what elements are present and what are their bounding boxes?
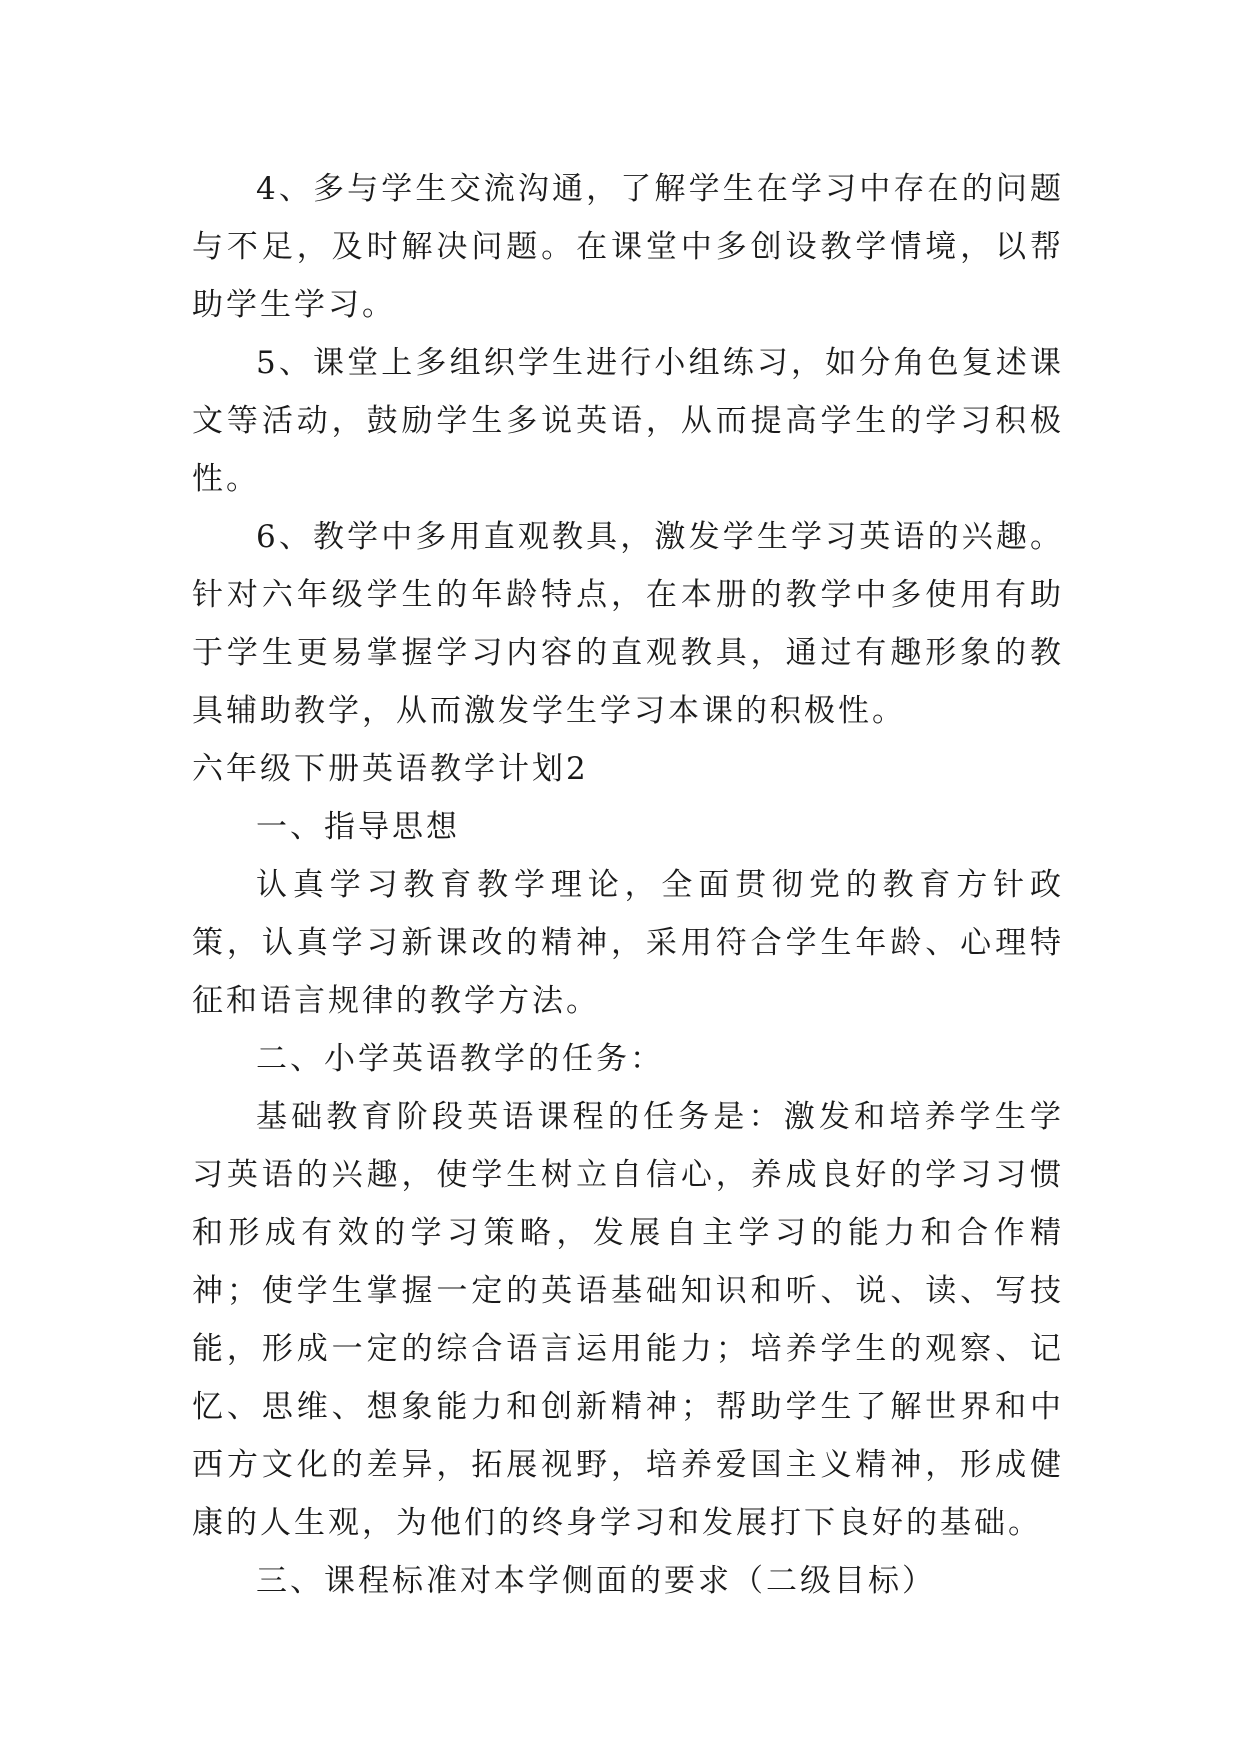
paragraph-teaching-tasks: 基础教育阶段英语课程的任务是：激发和培养学生学习英语的兴趣，使学生树立自信心，养成良好的学习习惯和形成有效的学习策略，发展自主学习的能力和合作精神；使学生掌握一定的英语基础知识和听、说、读、写技能，形成一定的综合语言运用能力；培养学生的观察、记忆、思维、想象能力和创新精神；帮助学生了解世界和中西方文化的差异，拓展视野，培养爱国主义精神，形成健康的人生观，为他们的终身学习和发展打下良好的基础。 <box>192 1099 1064 1541</box>
paragraph-item-4: 4、多与学生交流沟通，了解学生在学习中存在的问题与不足，及时解决问题。在课堂中多创设教学情境，以帮助学生学习。 <box>192 171 1064 323</box>
heading-curriculum-standards: 三、课程标准对本学侧面的要求（二级目标） <box>256 1563 936 1599</box>
paragraph-item-6: 6、教学中多用直观教具，激发学生学习英语的兴趣。针对六年级学生的年龄特点，在本册的教学中多使用有助于学生更易掌握学习内容的直观教具，通过有趣形象的教具辅助教学，从而激发学生学习本课的积极性。 <box>192 519 1064 729</box>
heading-teaching-tasks: 二、小学英语教学的任务： <box>256 1041 664 1077</box>
paragraph-item-5: 5、课堂上多组织学生进行小组练习，如分角色复述课文等活动，鼓励学生多说英语，从而提高学生的学习积极性。 <box>192 345 1064 497</box>
heading-guiding-ideology: 一、指导思想 <box>256 809 460 845</box>
document-body <box>192 160 1064 1610</box>
section-title: 六年级下册英语教学计划2 <box>192 751 589 787</box>
paragraph-guiding-ideology: 认真学习教育教学理论，全面贯彻党的教育方针政策，认真学习新课改的精神，采用符合学生年龄、心理特征和语言规律的教学方法。 <box>192 867 1064 1019</box>
